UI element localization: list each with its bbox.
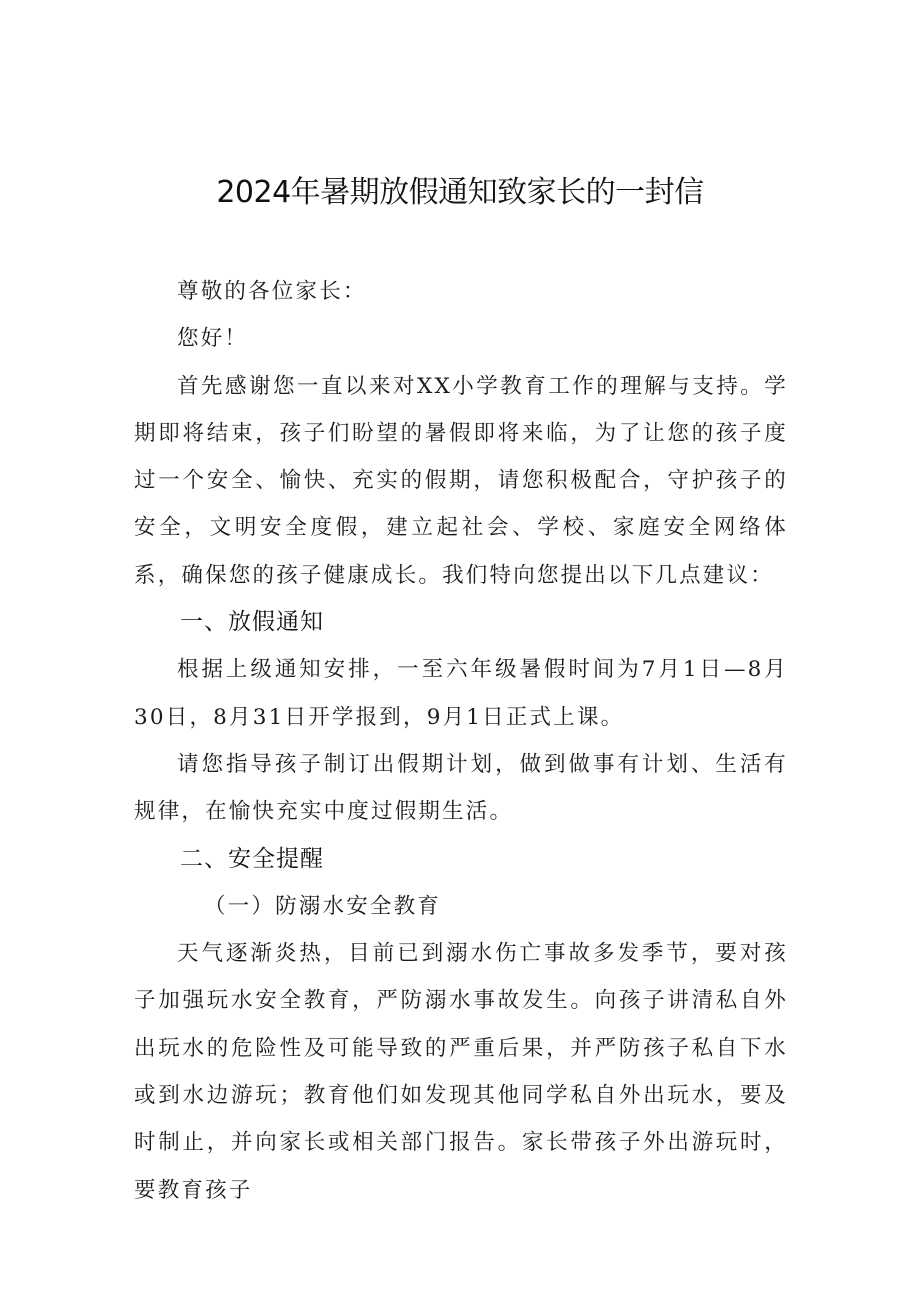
section-heading-notice: 一、放假通知 bbox=[180, 609, 324, 636]
intro-paragraph: 首先感谢您一直以来对XX小学教育工作的理解与支持。学期即将结束，孩子们盼望的暑假即将来临，为了让您的孩子度过一个安全、愉快、充实的假期，请您积极配合，守护孩子的安全，文明安全度假，建立起社会、学校、家庭安全网络体系，确保您的孩子健康成长。我们特向您提出以下几点建议： bbox=[134, 373, 788, 588]
notice-paragraph-dates: 根据上级通知安排，一至六年级暑假时间为7月1日—8月30日，8月31日开学报到，9月1日正式上课。 bbox=[134, 657, 788, 730]
document-title: 2024年暑期放假通知致家长的一封信 bbox=[216, 175, 704, 210]
notice-paragraph-plan: 请您指导孩子制订出假期计划，做到做事有计划、生活有规律，在愉快充实中度过假期生活。 bbox=[134, 751, 788, 825]
salutation: 尊敬的各位家长： bbox=[177, 279, 367, 304]
letter-body bbox=[134, 268, 788, 1214]
drowning-paragraph: 天气逐渐炎热，目前已到溺水伤亡事故多发季节，要对孩子加强玩水安全教育，严防溺水事故发生。向孩子讲清私自外出玩水的危险性及可能导致的严重后果，并严防孩子私自下水或到水边游玩；教育他们如发现其他同学私自外出玩水，要及时制止，并向家长或相关部门报告。家长带孩子外出游玩时，要教育孩子 bbox=[134, 941, 788, 1203]
greeting: 您好！ bbox=[177, 326, 249, 352]
subsection-heading-drowning: （一）防溺水安全教育 bbox=[204, 893, 442, 919]
section-heading-safety: 二、安全提醒 bbox=[180, 845, 324, 872]
